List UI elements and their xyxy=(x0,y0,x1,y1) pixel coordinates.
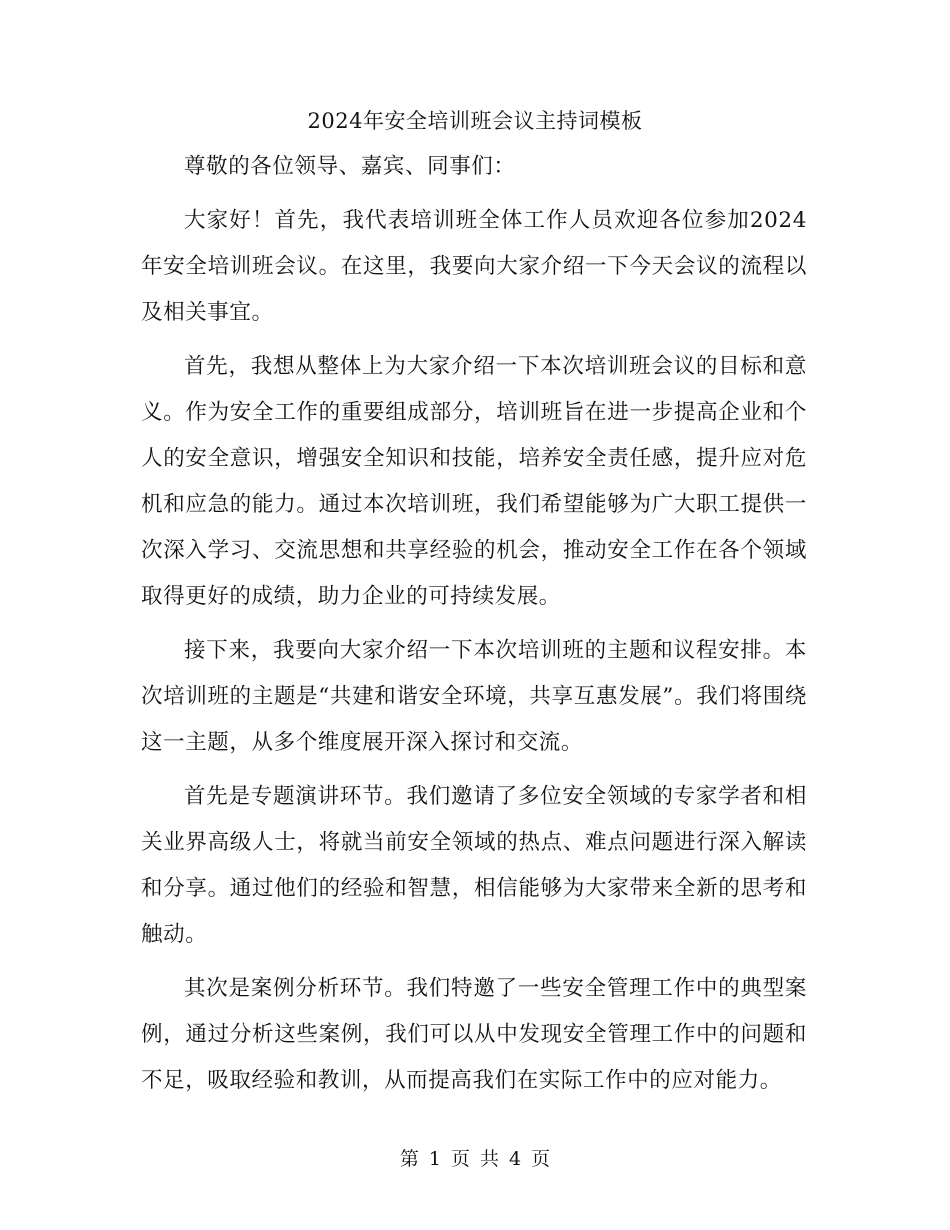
page-number-footer: 第 1 页 共 4 页 xyxy=(399,1148,551,1170)
document-title: 2024年安全培训班会议主持词模板 xyxy=(307,109,643,133)
lecture-paragraph: 首先是专题演讲环节。我们邀请了多位安全领域的专家学者和相关业界高级人士，将就当前安全领域的热点、难点问题进行深入解读和分享。通过他们的经验和智慧，相信能够为大家带来全新的思考和触动。 xyxy=(141,784,807,947)
case-analysis-paragraph: 其次是案例分析环节。我们特邀了一些安全管理工作中的典型案例，通过分析这些案例，我们可以从中发现安全管理工作中的问题和不足，吸取经验和教训，从而提高我们在实际工作中的应对能力。 xyxy=(141,976,807,1093)
theme-paragraph: 接下来，我要向大家介绍一下本次培训班的主题和议程安排。本次培训班的主题是“共建和谐安全环境，共享互惠发展”。我们将围绕这一主题，从多个维度展开深入探讨和交流。 xyxy=(141,638,807,755)
goals-paragraph: 首先，我想从整体上为大家介绍一下本次培训班会议的目标和意义。作为安全工作的重要组成部分，培训班旨在进一步提高企业和个人的安全意识，增强安全知识和技能，培养安全责任感，提升应对危机和应急的能力。通过本次培训班，我们希望能够为广大职工提供一次深入学习、交流思想和共享经验的机会，推动安全工作在各个领域取得更好的成绩，助力企业的可持续发展。 xyxy=(141,354,807,609)
document-body xyxy=(141,144,807,1112)
welcome-paragraph: 大家好！首先，我代表培训班全体工作人员欢迎各位参加2024年安全培训班会议。在这里，我要向大家介绍一下今天会议的流程以及相关事宜。 xyxy=(141,208,807,325)
salutation-paragraph: 尊敬的各位领导、嘉宾、同事们： xyxy=(184,154,516,179)
